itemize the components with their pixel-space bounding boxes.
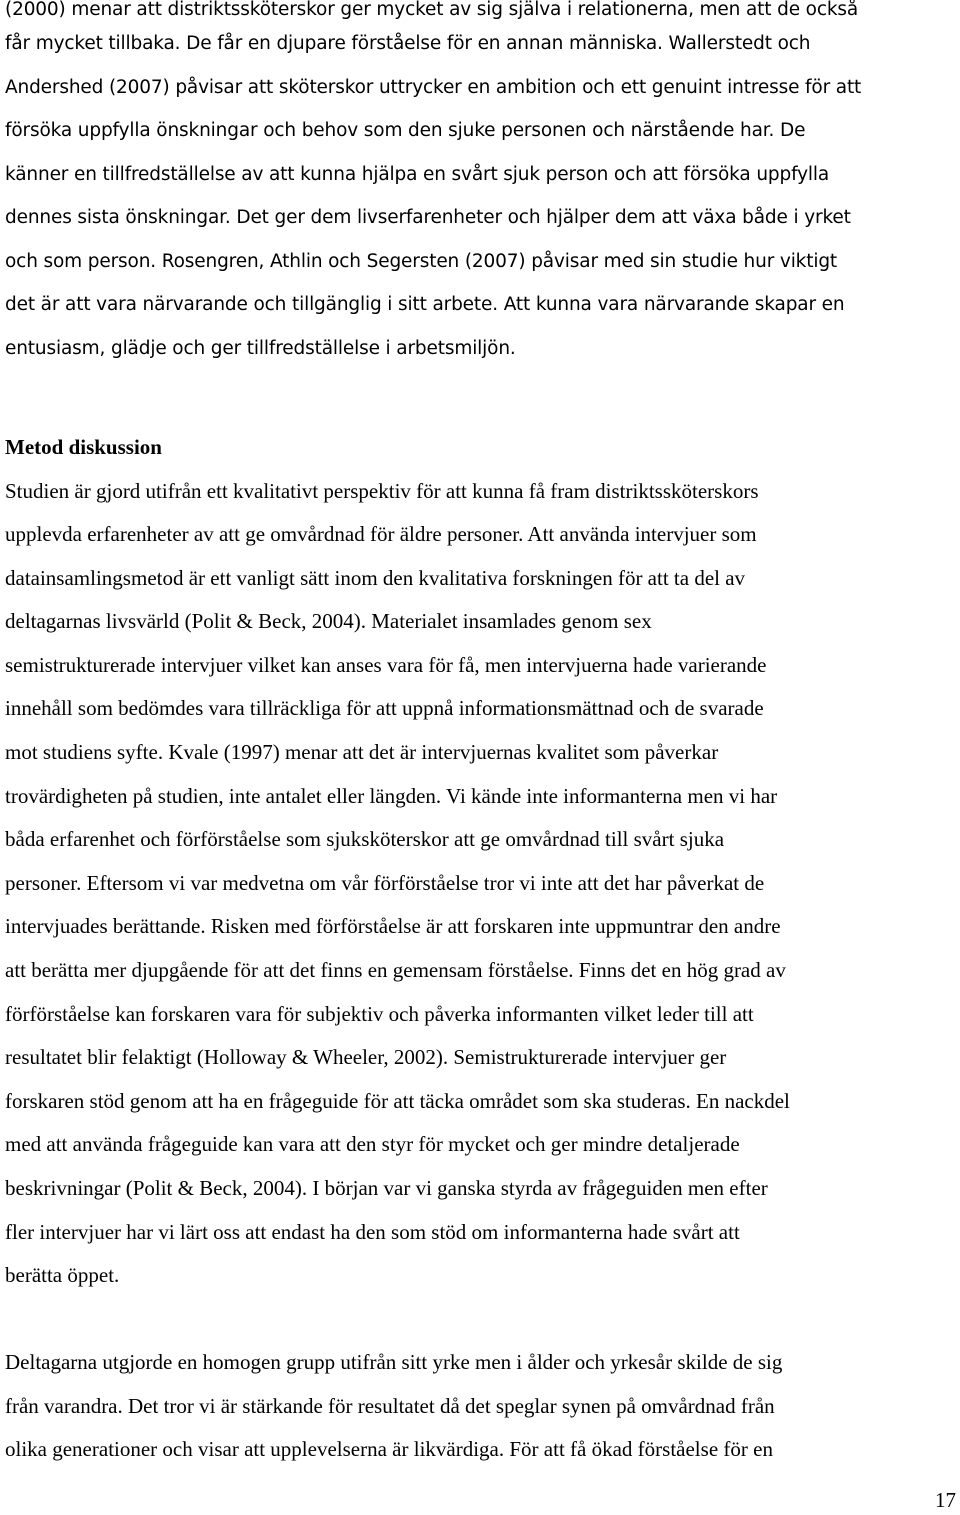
text-line: semistrukturerade intervjuer vilket kan anses vara för få, men intervjuerna hade varierande (5, 653, 767, 677)
text-line: entusiasm, glädje och ger tillfredställelse i arbetsmiljön. (5, 338, 516, 359)
text-line: att berätta mer djupgående för att det finns en gemensam förståelse. Finns det en hög grad av (5, 958, 786, 982)
text-line: innehåll som bedömdes vara tillräckliga för att uppnå informationsmättnad och de svarade (5, 696, 764, 720)
text-line: från varandra. Det tror vi är stärkande för resultatet då det speglar synen på omvårdnad från (5, 1394, 775, 1418)
text-line: Studien är gjord utifrån ett kvalitativt perspektiv för att kunna få fram distriktssköterskors (5, 479, 759, 503)
section-heading: Metod diskussion (5, 435, 162, 459)
text-line: deltagarnas livsvärld (Polit & Beck, 2004). Materialet insamlades genom sex (5, 609, 652, 633)
text-line: datainsamlingsmetod är ett vanligt sätt inom den kvalitativa forskningen för att ta del av (5, 566, 746, 590)
text-line: forskaren stöd genom att ha en frågeguide för att täcka området som ska studeras. En nackdel (5, 1089, 790, 1113)
text-line: trovärdigheten på studien, inte antalet eller längden. Vi kände inte informanterna men vi har (5, 784, 778, 808)
text-line: dennes sista önskningar. Det ger dem livserfarenheter och hjälper dem att växa både i yrket (5, 207, 851, 228)
text-line: (2000) menar att distriktssköterskor ger mycket av sig själva i relationerna, men att de också (5, 0, 859, 20)
text-line: personer. Eftersom vi var medvetna om vår förförståelse tror vi inte att det har påverkat de (5, 871, 765, 895)
text-line: förförståelse kan forskaren vara för subjektiv och påverka informanten vilket leder till att (5, 1002, 754, 1026)
text-line: resultatet blir felaktigt (Holloway & Wheeler, 2002). Semistrukturerade intervjuer ger (5, 1045, 727, 1069)
text-line: och som person. Rosengren, Athlin och Segersten (2007) påvisar med sin studie hur viktigt (5, 251, 838, 272)
text-line: känner en tillfredställelse av att kunna hjälpa en svårt sjuk person och att försöka uppfylla (5, 164, 830, 185)
text-line: med att använda frågeguide kan vara att den styr för mycket och ger mindre detaljerade (5, 1132, 740, 1156)
text-line: det är att vara närvarande och tillgänglig i sitt arbete. Att kunna vara närvarande skapar en (5, 294, 845, 315)
text-line: berätta öppet. (5, 1263, 120, 1287)
text-line: olika generationer och visar att upplevelserna är likvärdiga. För att få ökad förståelse för en (5, 1437, 773, 1461)
text-line: Andershed (2007) påvisar att sköterskor uttrycker en ambition och ett genuint intresse för att (5, 77, 862, 98)
text-line: beskrivningar (Polit & Beck, 2004). I början var vi ganska styrda av frågeguiden men efter (5, 1176, 768, 1200)
text-line: fler intervjuer har vi lärt oss att endast ha den som stöd om informanterna hade svårt att (5, 1220, 740, 1244)
page-number: 17 (935, 1488, 956, 1512)
text-line: försöka uppfylla önskningar och behov som den sjuke personen och närstående har. De (5, 120, 806, 141)
text-line: intervjuades berättande. Risken med förförståelse är att forskaren inte uppmuntrar den andre (5, 914, 781, 938)
text-line: mot studiens syfte. Kvale (1997) menar att det är intervjuernas kvalitet som påverkar (5, 740, 719, 764)
text-line: båda erfarenhet och förförståelse som sjuksköterskor att ge omvårdnad till svårt sjuka (5, 827, 725, 851)
text-line: Deltagarna utgjorde en homogen grupp utifrån sitt yrke men i ålder och yrkesår skilde de sig (5, 1350, 783, 1374)
text-line: får mycket tillbaka. De får en djupare förståelse för en annan människa. Wallerstedt och (5, 33, 811, 54)
text-line: upplevda erfarenheter av att ge omvårdnad för äldre personer. Att använda intervjuer som (5, 522, 757, 546)
